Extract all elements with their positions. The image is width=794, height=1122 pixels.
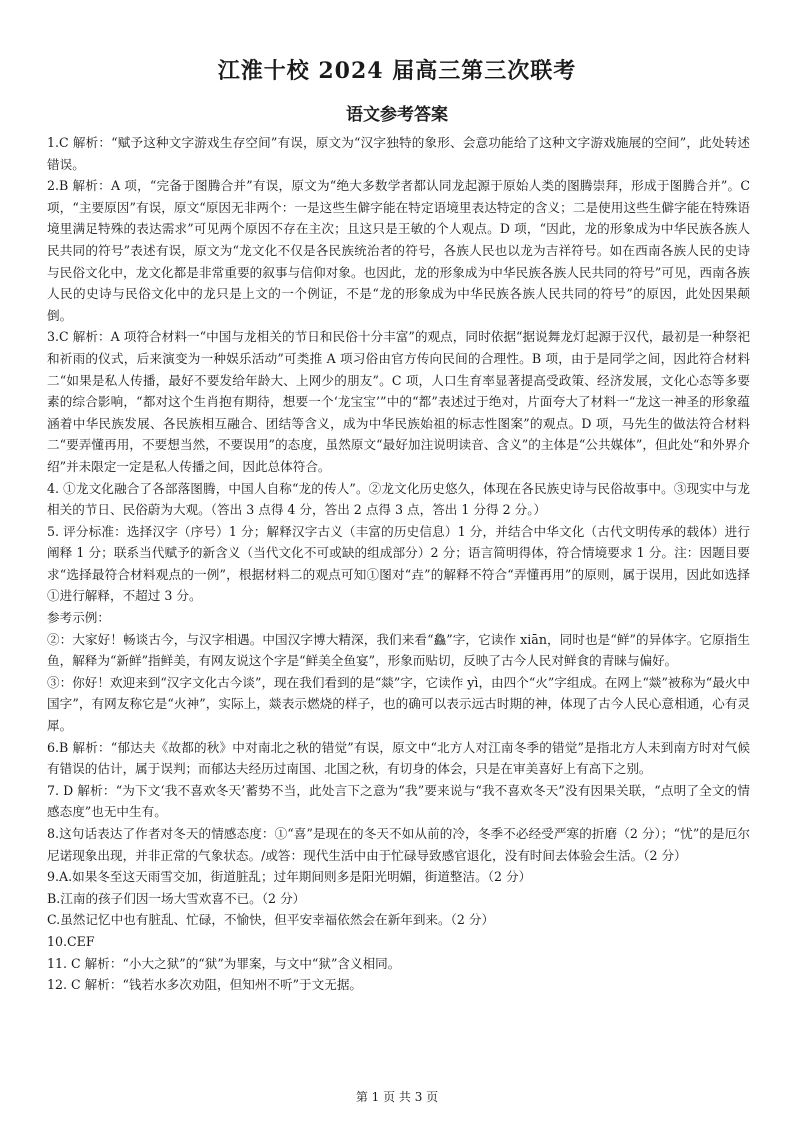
answer-paragraph: 7. D 解析：“为下文‘我不喜欢冬天’蓄势不当，此处言下之意为“我”要来说与“我不喜欢冬天”没有因果关联，“点明了全文的情感态度”也无中生有。 [47, 782, 750, 820]
answer-paragraph: 参考示例： [47, 610, 110, 626]
answer-paragraph: 2.B 解析：A 项，“完备于图腾合并”有误，原文为“绝大多数学者都认同龙起源于原始人类的图腾崇拜，形成于图腾合并”。C 项，“主要原因”有误，原文“原因无非两个：一是这些生僻字能在特定语境里表达特定的含义；二是使用这些生僻字能在特殊语境里满足特殊的表达需求”可见两个原因不存在主次；且这只是王敏的个人观点。D 项，“因此，龙的形象成为中华民族各族人民共同的符号”表述有误，原文为“龙文化不仅是各民族统治者的符号，各族人民也以龙为吉祥符号。如在西南各族人民的史诗与民俗文化中，龙文化都是非常重要的叙事与信仰对象。也因此，龙的形象成为中华民族各族人民共同的符号”可见，西南各族人民的史诗与民俗文化中的龙只是上文的一个例证，不是“龙的形象成为中华民族各族人民共同的符号”的原因，此处因果颠倒。 [47, 178, 750, 323]
answer-paragraph: 3.C 解析：A 项符合材料一“中国与龙相关的节日和民俗十分丰富”的观点，同时依据“据说舞龙灯起源于汉代，最初是一种祭祀和祈雨的仪式，后来演变为一种娱乐活动”可类推 A 项习俗由官方传向民间的合理性。B 项，由于是同学之间，因此符合材料二“如果是私人传播，最好不要发给年龄大、上网少的朋友”。C 项，人口生育率显著提高受政策、经济发展，文化心态等多要素的综合影响，“都对这个生肖抱有期待，想要一个‘龙宝宝’”中的“都”表述过于绝对，片面夸大了材料一“龙这一神圣的形象蕴涵着中华民族发展、各民族相互融合、团结等含义，成为中华民族始祖的标志性图案”的观点。D 项，马先生的做法符合材料二“要弄懂再用，不要想当然，不要误用”的态度，虽然原文“最好加注说明读音、含义”的主体是“公共媒体”，但此处“和外界介绍”并未限定一定是私人传播之间，因此总体符合。 [47, 329, 750, 474]
answer-paragraph: ②：大家好！畅谈古今，与汉字相遇。中国汉字博大精深，我们来看“鱻”字，它读作 xiān，同时也是“鲜”的异体字。它原指生鱼，解释为“新鲜”指鲜美，有网友说这个字是“鲜美全鱼宴”，形象而贴切，反映了古今人民对鲜食的青睐与偏好。 [47, 631, 750, 669]
answer-paragraph: 1.C 解析：“赋予这种文字游戏生存空间”有误，原文为“汉字独特的象形、会意功能给了这种文字游戏施展的空间”，此处转述错误。 [47, 135, 750, 172]
answer-paragraph: 9.A.如果冬至这天雨雪交加，街道脏乱；过年期间则多是阳光明媚，街道整洁。（2 分） [47, 869, 532, 885]
answer-paragraph: 11. C 解析：“小大之狱”的“狱”为罪案，与文中“狱”含义相同。 [47, 955, 401, 971]
answer-body [47, 132, 750, 996]
answer-paragraph: 8.这句话表达了作者对冬天的情感态度：①“喜”是现在的冬天不如从前的冷，冬季不必经受严寒的折磨（2 分）；“忧”的是厄尔尼诺现象出现，并非正常的气象状态。/或答：现代生活中由于忙碌导致感官退化，没有时间去体验会生活。（2 分） [47, 826, 750, 863]
answer-paragraph: C.虽然记忆中也有脏乱、忙碌，不愉快，但平安幸福依然会在新年到来。（2 分） [47, 912, 495, 928]
answer-paragraph: B.江南的孩子们因一场大雪欢喜不已。（2 分） [47, 890, 306, 906]
answer-paragraph: ③：你好！欢迎来到“汉字文化古今谈”，现在我们看到的是“燚”字，它读作 yì，由四个“火”字组成。在网上“燚”被称为“最火中国字”，有网友称它是“火神”，实际上，燚表示燃烧的样子，也的确可以表示远古时期的神，体现了古今人民心意相通，心有灵犀。 [47, 674, 750, 734]
page-number: 第 1 页 共 3 页 [355, 1090, 439, 1104]
answer-paragraph: 12. C 解析：“钱若水多次劝阻，但知州不听”于文无据。 [47, 977, 363, 993]
document-subtitle: 语文参考答案 [346, 105, 448, 125]
document-title: 江淮十校 2024 届高三第三次联考 [217, 58, 577, 84]
answer-paragraph: 10.CEF [47, 933, 95, 949]
answer-paragraph: 6.B 解析：“郁达夫《故都的秋》中对南北之秋的错觉”有误，原文中“北方人对江南冬季的错觉”是指北方人未到南方时对气候有错误的估计，属于误判；而郁达夫经历过南国、北国之秋，有切身的体会，只是在审美喜好上有高下之别。 [47, 739, 750, 777]
answer-paragraph: 4. ①龙文化融合了各部落图腾，中国人自称“龙的传人”。②龙文化历史悠久，体现在各民族史诗与民俗故事中。③现实中与龙相关的节日、民俗蔚为大观。（答出 3 点得 4 分，答出 2 点得 3 点，答出 1 分得 2 分。） [47, 480, 750, 518]
answer-paragraph: 5. 评分标准：选择汉字（序号）1 分；解释汉字古义（丰富的历史信息）1 分，并结合中华文化（古代文明传承的载体）进行阐释 1 分；联系当代赋予的新含义（当代文化不可或缺的组成部分）2 分；语言简明得体，符合情境要求 1 分。注：因题目要求“选择最符合材料观点的一例”，根据材料二的观点可知①图对“垚”的解释不符合“弄懂再用”的原则，属于误用，因此如选择①进行解释，不超过 3 分。 [47, 523, 750, 604]
